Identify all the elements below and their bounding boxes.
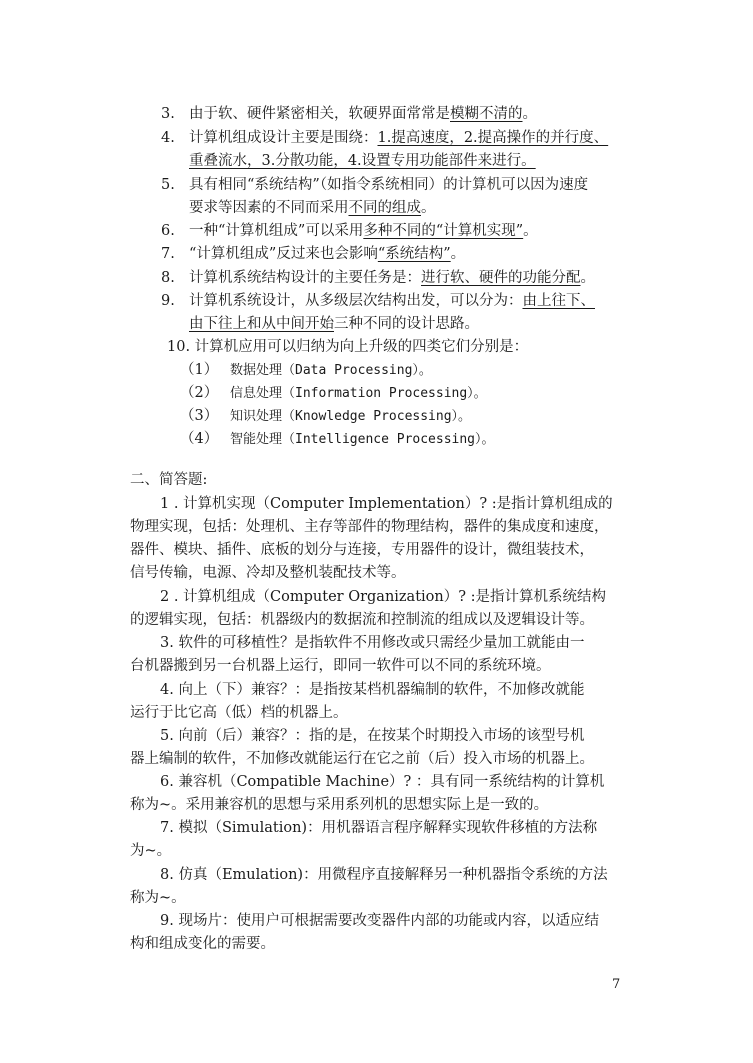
answer-underlined: “系统结构” (377, 246, 451, 262)
fill-item-3 (161, 104, 537, 124)
sub-item-text: 信息处理（Information Processing）。 (230, 386, 487, 401)
fill-item-4 (161, 128, 608, 148)
sub-item (180, 360, 432, 381)
item-text: 计算机系统结构设计的主要任务是： (189, 270, 421, 286)
item-number: 4. (161, 130, 175, 146)
fill-item-8 (161, 268, 595, 288)
answer-paragraph-line: 2 . 计算机组成（Computer Organization）? :是指计算机系统结构 (160, 589, 607, 605)
item-text: 一种“计算机组成”可以采用 (189, 223, 364, 239)
item-number: 6. (161, 223, 175, 239)
item-number: 7. (161, 246, 175, 262)
answer-paragraph-line: 为~。 (130, 843, 172, 859)
item-number: 9. (161, 293, 175, 309)
fill-item-7 (161, 244, 465, 264)
sub-item (180, 383, 487, 404)
fill-item-9-cont (189, 314, 479, 334)
answer-paragraph-line: 运行于比它高（低）档的机器上。 (130, 705, 348, 721)
page-number: 7 (612, 977, 621, 992)
answer-paragraph-line: 称为~。采用兼容机的思想与采用系列机的思想实际上是一致的。 (130, 797, 549, 813)
answer-underlined: 模糊不清的 (450, 106, 523, 122)
answer-underlined: 1.提高速度，2.提高操作的并行度、 (377, 130, 609, 146)
item-text: 要求等因素的不同而采用 (189, 200, 349, 216)
item-text: 由于软、硬件紧密相关，软硬界面常常是 (189, 106, 450, 122)
item-text-end: 。 (522, 106, 537, 122)
fill-item-6 (161, 221, 538, 241)
answer-paragraph-line: 9. 现场片：使用户可根据需要改变器件内部的功能或内容，以适应结 (160, 913, 599, 929)
answer-paragraph-line: 台机器搬到另一台机器上运行，即同一软件可以不同的系统环境。 (130, 658, 551, 674)
answer-paragraph-line: 物理实现，包括：处理机、主存等部件的物理结构，器件的集成度和速度， (130, 519, 609, 535)
item-number: 3. (161, 106, 175, 122)
answer-underlined: 重叠流水，3.分散功能，4.设置专用功能部件来进行。 (189, 153, 536, 169)
sub-item-text: 知识处理（Knowledge Processing）。 (230, 409, 472, 424)
item-number: 5. (161, 177, 175, 193)
answer-underlined: 由下往上和从中间开始 (189, 316, 334, 332)
item-text-end: 。 (421, 200, 436, 216)
fill-item-5 (161, 175, 588, 195)
item-number: 8. (161, 270, 175, 286)
sub-item-number: （1） (180, 362, 219, 378)
answer-paragraph-line: 4. 向上（下）兼容？：是指按某档机器编制的软件，不加修改就能 (160, 682, 585, 698)
answer-paragraph-line: 器件、模块、插件、底板的划分与连接，专用器件的设计，微组装技术， (130, 542, 594, 558)
sub-item-number: （4） (180, 431, 219, 447)
item-text: 具有相同“系统结构”（如指令系统相同）的计算机可以因为速度 (189, 177, 589, 193)
sub-item-text: 智能处理（Intelligence Processing）。 (230, 432, 495, 447)
item-text: “计算机组成”反过来也会影响 (189, 246, 378, 262)
sub-item (180, 406, 471, 427)
item-text-end: 。 (523, 223, 538, 239)
fill-item-9 (161, 291, 595, 311)
item-text: 10. 计算机应用可以归纳为向上升级的四类它们分别是： (167, 339, 529, 355)
answer-paragraph-line: 7. 模拟（Simulation)：用机器语言程序解释实现软件移植的方法称 (160, 820, 598, 836)
sub-item (180, 429, 495, 450)
item-text: 计算机组成设计主要是围绕： (189, 130, 378, 146)
answer-underlined: 由上往下、 (522, 293, 595, 309)
answer-paragraph-line: 的逻辑实现，包括：机器级内的数据流和控制流的组成以及逻辑设计等。 (130, 612, 594, 628)
item-text: 计算机系统设计，从多级层次结构出发，可以分为： (189, 293, 523, 309)
sub-item-text: 数据处理（Data Processing）。 (230, 363, 432, 378)
answer-paragraph-line: 3. 软件的可移植性？是指软件不用修改或只需经少量加工就能由一 (160, 635, 585, 651)
section-heading: 二、简答题: (130, 472, 208, 488)
item-text-end: 。 (580, 270, 595, 286)
fill-item-4-cont (189, 151, 536, 171)
answer-paragraph-line: 信号传输，电源、冷却及整机装配技术等。 (130, 565, 406, 581)
sub-item-number: （3） (180, 408, 219, 424)
answer-underlined: 不同的组成 (348, 200, 421, 216)
answer-paragraph-line: 构和组成变化的需要。 (130, 936, 275, 952)
answer-paragraph-line: 称为~。 (130, 890, 186, 906)
answer-paragraph-line: 5. 向前（后）兼容？：指的是，在按某个时期投入市场的该型号机 (160, 728, 585, 744)
answer-paragraph-line: 器上编制的软件，不加修改就能运行在它之前（后）投入市场的机器上。 (130, 751, 594, 767)
answer-paragraph-line: 8. 仿真（Emulation)：用微程序直接解释另一种机器指令系统的方法 (160, 867, 608, 883)
fill-item-5-cont (189, 198, 436, 218)
answer-paragraph-line: 1 . 计算机实现（Computer Implementation）? :是指计算机组成的 (160, 496, 613, 512)
answer-underlined: 进行软、硬件的功能分配 (421, 270, 581, 286)
item-text-end: 。 (450, 246, 466, 262)
answer-paragraph-line: 6. 兼容机（Compatible Machine）? ：具有同一系统结构的计算机 (160, 774, 605, 790)
answer-underlined: 多种不同的“计算机实现” (363, 223, 524, 239)
sub-item-number: （2） (180, 385, 219, 401)
item-text-end: 三种不同的设计思路。 (334, 316, 479, 332)
fill-item-10 (167, 337, 528, 357)
